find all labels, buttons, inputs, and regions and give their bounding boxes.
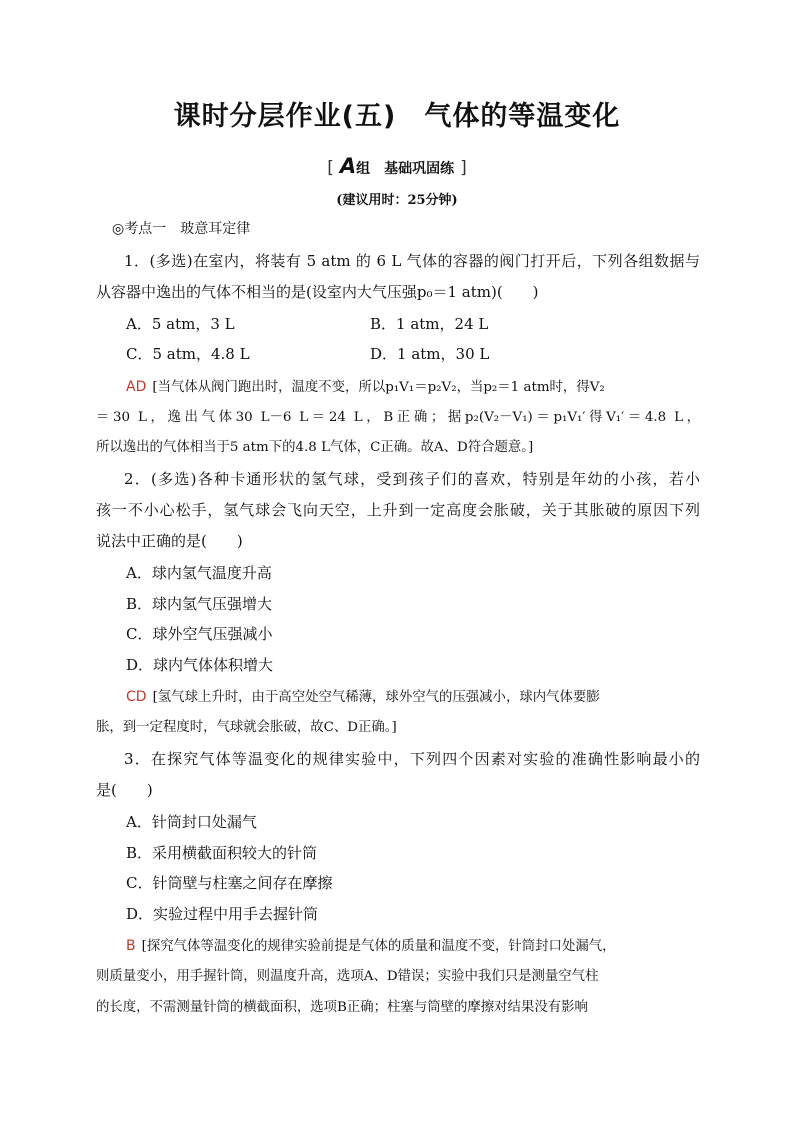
group-label: 组 基础巩固练 [356, 161, 455, 177]
group-letter: A [339, 154, 357, 178]
q3-option-c: C．针筒壁与柱塞之间存在摩擦 [126, 874, 333, 892]
q2-stem-line-1: 2．(多选)各种卡通形状的氢气球，受到孩子们的喜欢，特别是年幼的小孩，若小 [124, 470, 700, 488]
q3-option-b: B．采用横截面积较大的针筒 [126, 844, 318, 862]
q1-answer-line-1 [126, 377, 605, 398]
group-heading [0, 154, 794, 178]
q3-option-a: A．针筒封口处漏气 [126, 813, 257, 831]
q3-explanation-2: 则质量变小，用手握针筒，则温度升高，选项A、D错误；实验中我们只是测量空气柱 [96, 969, 599, 984]
time-hint: (建议用时：25分钟) [336, 193, 458, 208]
q3-stem-line-1: 3．在探究气体等温变化的规律实验中，下列四个因素对实验的准确性影响最小的 [124, 750, 700, 768]
q1-stem-line-2: 从容器中逸出的气体不相当的是(设室内大气压强p₀＝1 atm)( ) [96, 283, 539, 301]
page-title: 课时分层作业(五) 气体的等温变化 [173, 101, 621, 132]
q2-option-d: D．球内气体体积增大 [126, 656, 274, 674]
q1-option-a: A．5 atm，3 L [126, 315, 235, 333]
q1-option-b: B．1 atm，24 L [370, 315, 489, 333]
q1-explanation-1: [当气体从阀门跑出时，温度不变，所以p₁V₁＝p₂V₂，当p₂＝1 atm时，得V₂ [152, 380, 605, 395]
q2-option-c: C．球外空气压强减小 [126, 625, 273, 643]
q3-explanation-3: 的长度，不需测量针筒的横截面积，选项B正确；柱塞与筒壁的摩擦对结果没有影响 [96, 1000, 588, 1015]
q1-explanation-3: 所以逸出的气体相当于5 atm下的4.8 L气体，C正确。故A、D符合题意。] [96, 440, 534, 455]
group-bracket-close: ] [460, 158, 467, 178]
q3-answer-line-1 [126, 936, 616, 957]
q1-answer-key: AD [126, 379, 147, 395]
q2-explanation-1: [氢气球上升时，由于高空处空气稀薄，球外空气的压强减小，球内气体要膨 [152, 690, 600, 705]
q2-answer-key: CD [126, 689, 147, 705]
q2-stem-line-2: 孩一不小心松手，氢气球会飞向天空，上升到一定高度会胀破，关于其胀破的原因下列 [96, 501, 700, 519]
q1-option-d: D．1 atm，30 L [370, 345, 490, 363]
q3-answer-key: B [126, 938, 136, 954]
q3-explanation-1: [探究气体等温变化的规律实验前提是气体的质量和温度不变，针筒封口处漏气， [141, 939, 616, 954]
q3-stem-line-2: 是( ) [96, 781, 153, 799]
section-heading: ◎考点一 玻意耳定律 [112, 221, 251, 237]
q2-explanation-2: 胀，到一定程度时，气球就会胀破，故C、D正确。] [96, 720, 397, 735]
q1-stem-line-1: 1．(多选)在室内，将装有 5 atm 的 6 L 气体的容器的阀门打开后，下列各组数据与 [124, 252, 700, 270]
group-bracket-open: [ [327, 158, 334, 178]
q1-option-c: C．5 atm，4.8 L [126, 345, 250, 363]
q2-answer-line-1 [126, 687, 600, 708]
q2-option-b: B．球内氢气压强增大 [126, 595, 273, 613]
q2-option-a: A．球内氢气温度升高 [126, 564, 272, 582]
q2-stem-line-3: 说法中正确的是( ) [96, 532, 243, 550]
q3-option-d: D．实验过程中用手去握针筒 [126, 905, 319, 923]
q1-explanation-2: ＝30 L，逸出气体30 L－6 L＝24 L，B正确；据p₂(V₂－V₁)＝p₁V₁′得V₁′＝4.8 L， [96, 410, 700, 425]
